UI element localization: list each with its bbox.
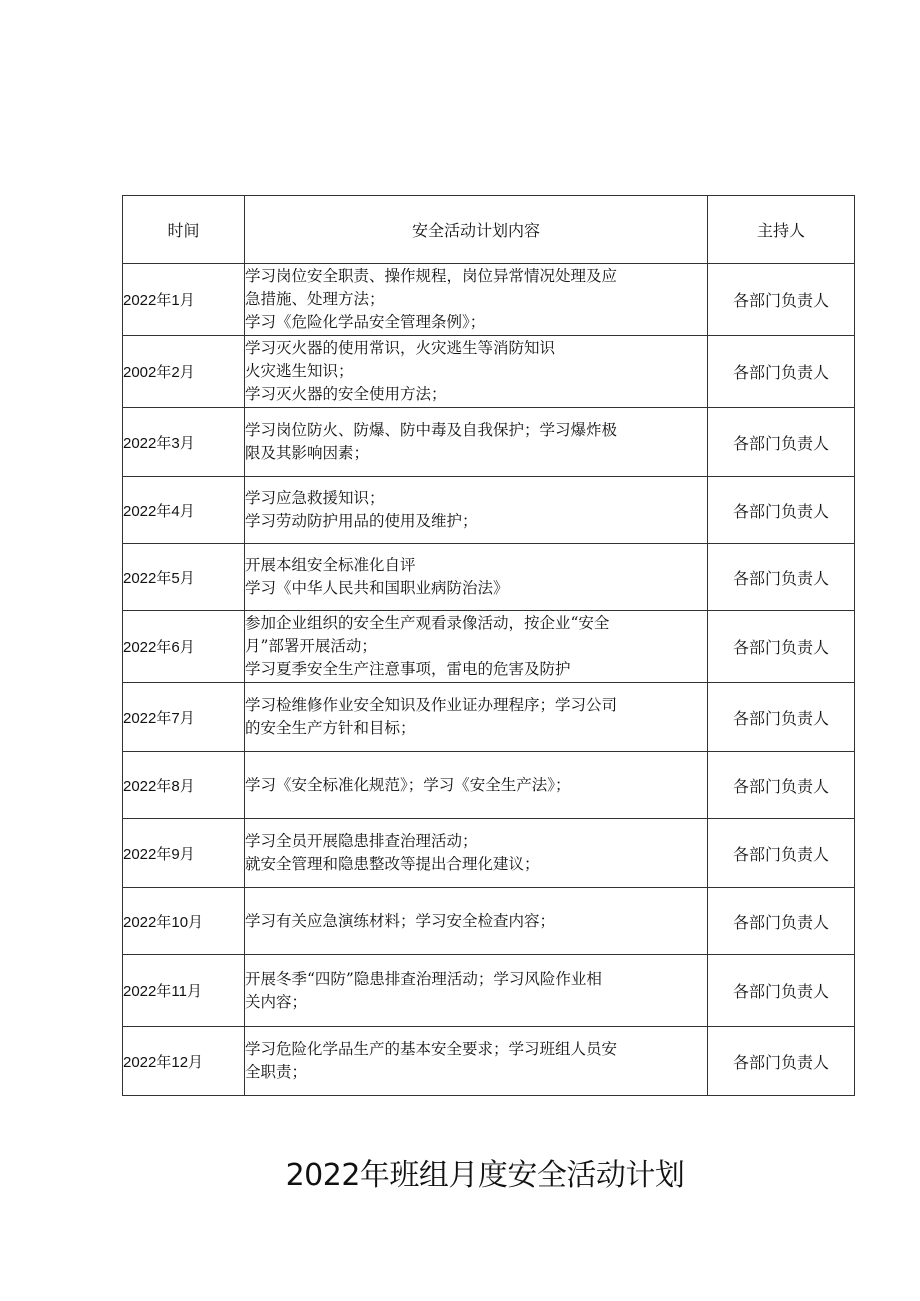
content-line: 学习灭火器的安全使用方法；	[245, 385, 447, 403]
content-line: 限及其影响因素；	[245, 444, 370, 462]
cell-time: 2022年1月	[123, 264, 245, 336]
table-row	[123, 752, 855, 819]
table-row	[123, 544, 855, 611]
cell-time: 2022年12月	[123, 1027, 245, 1096]
cell-host: 各部门负责人	[708, 264, 855, 336]
header-time: 时间	[123, 196, 245, 264]
cell-content	[245, 1027, 708, 1096]
table-row	[123, 264, 855, 336]
cell-content	[245, 408, 708, 477]
cell-time: 2022年7月	[123, 683, 245, 752]
content-line: 就安全管理和隐患整改等提出合理化建议；	[245, 855, 540, 873]
cell-content	[245, 819, 708, 888]
document-title: 2022年班组月度安全活动计划	[285, 1158, 685, 1193]
cell-time: 2022年3月	[123, 408, 245, 477]
content-line: 学习夏季安全生产注意事项，雷电的危害及防护	[245, 660, 571, 678]
cell-content	[245, 264, 708, 336]
table-body	[123, 264, 855, 1096]
content-line: 开展本组安全标准化自评	[245, 556, 416, 574]
content-line: 的安全生产方针和目标；	[245, 719, 416, 737]
cell-content	[245, 611, 708, 683]
table-row	[123, 683, 855, 752]
header-content: 安全活动计划内容	[245, 196, 708, 264]
cell-host: 各部门负责人	[708, 683, 855, 752]
header-host: 主持人	[708, 196, 855, 264]
table-row	[123, 611, 855, 683]
content-line: 学习有关应急演练材料；学习安全检查内容；	[245, 911, 556, 930]
cell-host: 各部门负责人	[708, 819, 855, 888]
content-line: 开展冬季“四防”隐患排查治理活动；学习风险作业相	[245, 969, 602, 988]
table-header-row	[123, 196, 855, 264]
cell-host: 各部门负责人	[708, 611, 855, 683]
cell-time: 2022年9月	[123, 819, 245, 888]
table-row	[123, 477, 855, 544]
content-line: 学习全员开展隐患排查治理活动；	[245, 832, 478, 850]
cell-time: 2022年11月	[123, 955, 245, 1027]
content-line: 学习灭火器的使用常识，火灾逃生等消防知识	[245, 339, 556, 357]
cell-time: 2022年8月	[123, 752, 245, 819]
table-row	[123, 819, 855, 888]
cell-content	[245, 683, 708, 752]
cell-content	[245, 752, 708, 819]
cell-time: 2022年6月	[123, 611, 245, 683]
cell-content	[245, 955, 708, 1027]
cell-content	[245, 888, 708, 955]
table-row	[123, 408, 855, 477]
content-line: 学习《中华人民共和国职业病防治法》	[245, 579, 509, 597]
cell-time: 2002年2月	[123, 336, 245, 408]
activity-plan-table	[122, 195, 855, 1096]
table-row	[123, 1027, 855, 1096]
content-line: 关内容；	[245, 992, 308, 1011]
cell-host: 各部门负责人	[708, 888, 855, 955]
content-line: 全职责；	[245, 1063, 308, 1081]
content-line: 学习《安全标准化规范》；学习《安全生产法》；	[245, 775, 571, 794]
table-row	[123, 336, 855, 408]
cell-host: 各部门负责人	[708, 752, 855, 819]
cell-content	[245, 544, 708, 611]
content-line: 学习劳动防护用品的使用及维护；	[245, 512, 478, 530]
cell-content	[245, 477, 708, 544]
content-line: 学习岗位安全职责、操作规程，岗位异常情况处理及应	[245, 267, 618, 285]
content-line: 学习危险化学品生产的基本安全要求；学习班组人员安	[245, 1040, 618, 1058]
content-line: 月”部署开展活动；	[245, 637, 377, 655]
cell-host: 各部门负责人	[708, 1027, 855, 1096]
content-line: 学习《危险化学品安全管理条例》；	[245, 313, 486, 331]
content-line: 火灾逃生知识；	[245, 362, 354, 380]
cell-time: 2022年10月	[123, 888, 245, 955]
cell-content	[245, 336, 708, 408]
content-line: 学习检维修作业安全知识及作业证办理程序；学习公司	[245, 696, 618, 714]
cell-host: 各部门负责人	[708, 408, 855, 477]
cell-host: 各部门负责人	[708, 955, 855, 1027]
cell-host: 各部门负责人	[708, 544, 855, 611]
content-line: 急措施、处理方法；	[245, 290, 385, 308]
content-line: 学习岗位防火、防爆、防中毒及自我保护；学习爆炸极	[245, 421, 618, 439]
cell-host: 各部门负责人	[708, 477, 855, 544]
content-line: 参加企业组织的安全生产观看录像活动，按企业“安全	[245, 614, 610, 632]
table-row	[123, 888, 855, 955]
table-row	[123, 955, 855, 1027]
cell-time: 2022年5月	[123, 544, 245, 611]
content-line: 学习应急救援知识；	[245, 489, 385, 507]
cell-time: 2022年4月	[123, 477, 245, 544]
cell-host: 各部门负责人	[708, 336, 855, 408]
